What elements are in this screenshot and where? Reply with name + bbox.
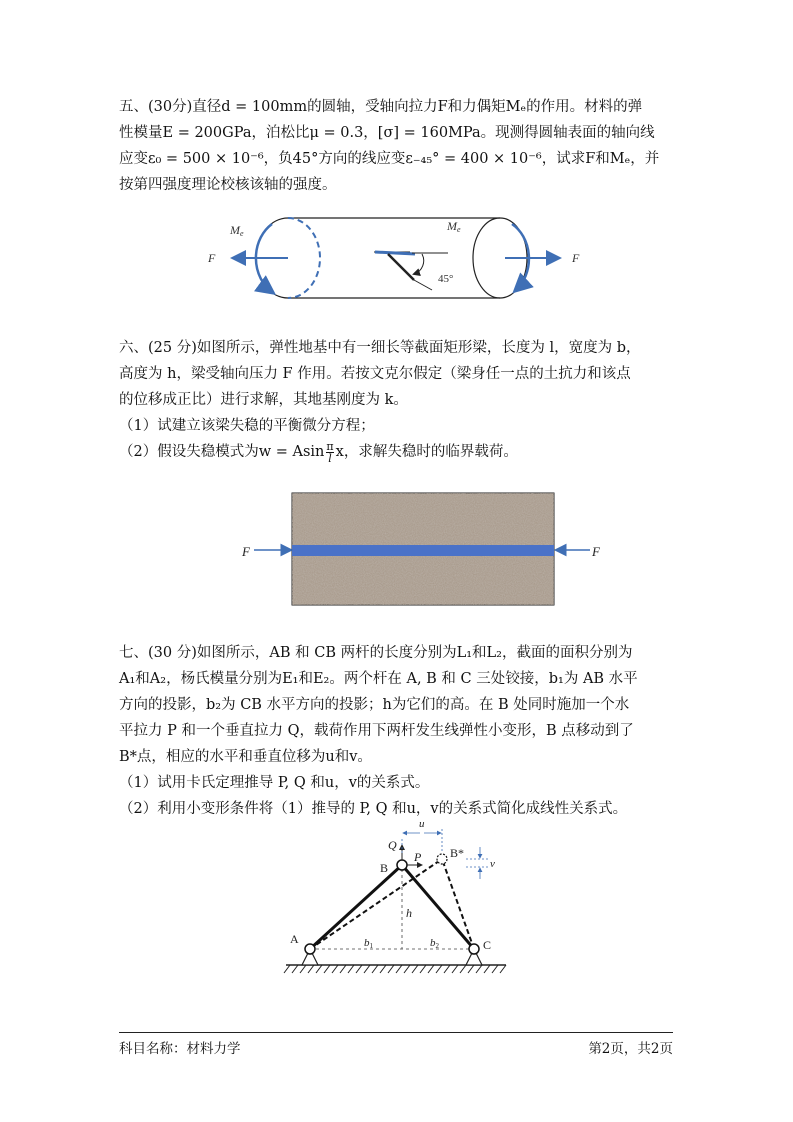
- truss-figure: [280, 815, 515, 980]
- f-right-load-label: F: [592, 544, 600, 559]
- q7-line-5: B*点，相应的水平和垂直位移为u和v。: [119, 749, 372, 765]
- label-b1: b1: [364, 937, 373, 950]
- label-a: A: [290, 932, 299, 946]
- beam: [292, 545, 554, 556]
- joint-c: [469, 944, 479, 954]
- q7-line-7: （2）利用小变形条件将（1）推导的 P, Q 和u，v的关系式简化成线性关系式。: [119, 801, 628, 817]
- label-h: h: [406, 906, 412, 920]
- q5-line-2: 性模量E = 200GPa，泊松比μ = 0.3，[σ] = 160MPa。现测得圆轴表面的轴向线: [119, 125, 655, 141]
- angle-label: 45°: [438, 273, 454, 285]
- q6-line-2: 高度为 h，梁受轴向压力 F 作用。若按文克尔假定（梁身任一点的土抗力和该点: [119, 366, 631, 382]
- pi-over-l-fraction: $\frac{\pi}{l}$: [326, 439, 334, 465]
- me-right-label: Me: [447, 219, 461, 234]
- label-v: v: [490, 858, 495, 870]
- q6-line-3: 的位移成正比）进行求解，其地基刚度为 k。: [119, 392, 408, 408]
- label-c: C: [483, 938, 492, 952]
- q7-line-1: 七、(30 分)如图所示，AB 和 CB 两杆的长度分别为L₁和L₂，截面的面积分别为: [119, 645, 633, 661]
- label-p: P: [414, 850, 422, 864]
- bar-cb: [402, 865, 474, 949]
- f-left-label: F: [208, 251, 216, 265]
- q6-line-1: 六、(25 分)如图所示，弹性地基中有一细长等截面矩形梁，长度为 l，宽度为 b，: [119, 340, 641, 356]
- q5-line-3: 应变ε₀ = 500 × 10⁻⁶，负45°方向的线应变ε₋₄₅° = 400 × 10⁻⁶，试求F和Mₑ，并: [119, 151, 660, 167]
- beam-foundation-figure: [230, 490, 610, 610]
- deformed-bar-cb: [442, 859, 474, 949]
- q6-line-5: （2）假设失稳模式为w = Asin $\frac{\pi}{l}$ x，求解失稳时的临界载荷。: [119, 439, 518, 465]
- q5-line-4: 按第四强度理论校核该轴的强度。: [119, 177, 337, 193]
- q7-line-2: A₁和A₂，杨氏模量分别为E₁和E₂。两个杆在 A, B 和 C 三处铰接，b₁为 AB 水平: [119, 671, 638, 687]
- page-footer: [119, 1032, 673, 1057]
- me-left-label: Me: [230, 223, 244, 238]
- label-b-star: B*: [450, 846, 465, 860]
- deformed-bar-ab: [310, 859, 442, 949]
- q5-line-1: 五、(30分)直径d = 100mm的圆轴，受轴向拉力F和力偶矩Mₑ的作用。材料的弹: [119, 99, 643, 115]
- shaft-figure: [200, 210, 600, 310]
- footer-subject: 科目名称：材料力学: [119, 1041, 241, 1057]
- q7-line-6: （1）试用卡氏定理推导 P, Q 和u，v的关系式。: [119, 775, 430, 791]
- footer-page-number: 第2页，共2页: [588, 1041, 673, 1057]
- label-q: Q: [388, 838, 397, 852]
- f-right-label: F: [572, 251, 580, 265]
- joint-b-star: [437, 854, 447, 864]
- joint-a: [305, 944, 315, 954]
- bar-ab: [310, 865, 402, 949]
- q6-line-4: （1）试建立该梁失稳的平衡微分方程；: [119, 418, 375, 434]
- q7-line-3: 方向的投影，b₂为 CB 水平方向的投影；h为它们的高。在 B 处同时施加一个水: [119, 697, 630, 713]
- joint-b: [397, 860, 407, 870]
- question-6-text: [119, 335, 679, 465]
- q7-line-4: 平拉力 P 和一个垂直拉力 Q，载荷作用下两杆发生线弹性小变形，B 点移动到了: [119, 723, 634, 739]
- label-b: B: [380, 861, 389, 875]
- question-7-text: [119, 640, 679, 822]
- question-5-text: [119, 94, 679, 198]
- angle-arc: [414, 254, 424, 274]
- label-b2: b2: [430, 937, 439, 950]
- f-left-load-label: F: [242, 544, 250, 559]
- label-u: u: [419, 818, 425, 830]
